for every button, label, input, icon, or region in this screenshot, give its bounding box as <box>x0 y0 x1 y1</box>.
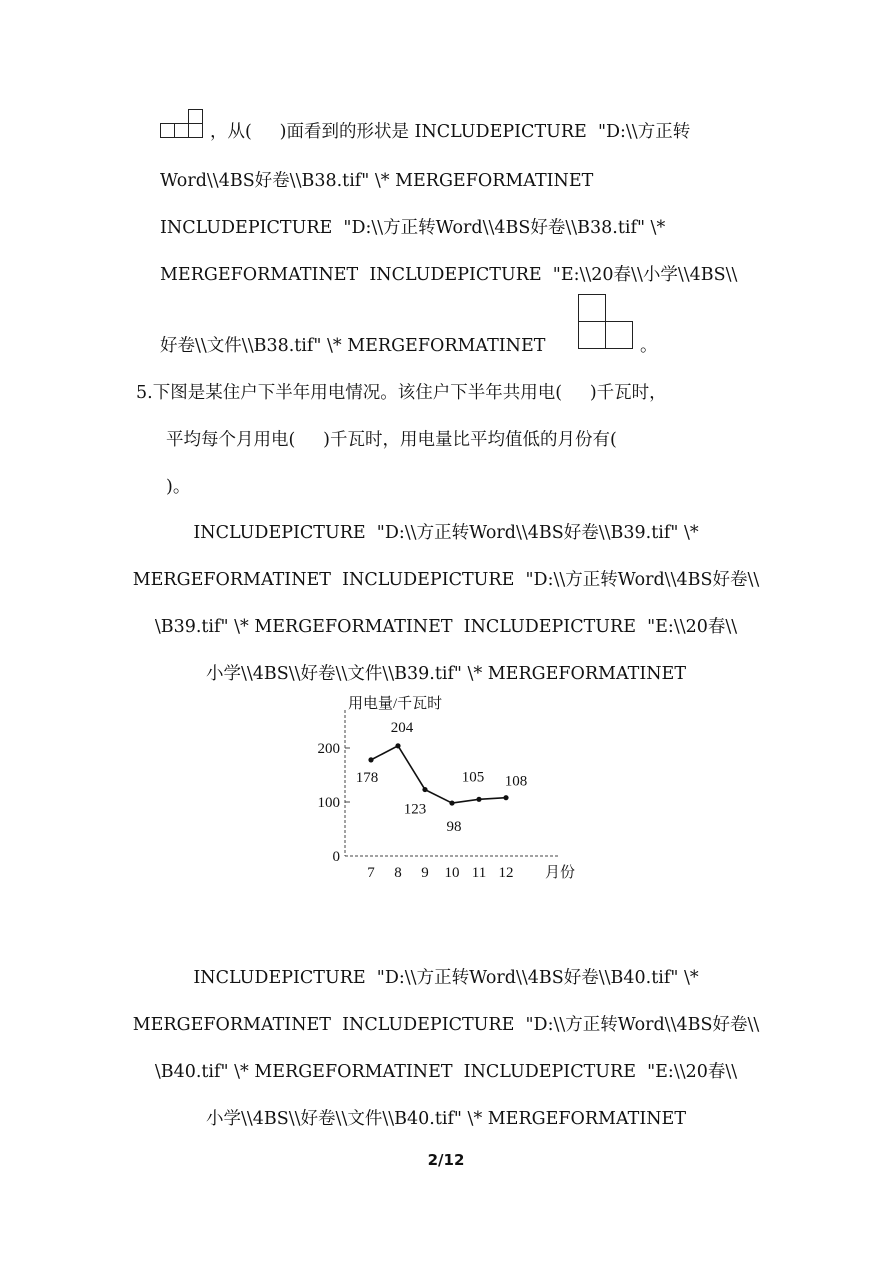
data-label: 123 <box>403 801 427 818</box>
q5-ref-2: MERGEFORMATINET INCLUDEPICTURE "D:\\方正转Word\\4BS好卷\\ <box>132 570 760 590</box>
data-label: 178 <box>355 769 379 786</box>
data-point <box>422 787 427 792</box>
shape-square <box>188 109 203 124</box>
q4-line-1: ，从( )面看到的形状是 INCLUDEPICTURE "D:\\方正转 <box>210 122 691 142</box>
after-ref-2: MERGEFORMATINET INCLUDEPICTURE "D:\\方正转Word\\4BS好卷\\ <box>132 1015 760 1035</box>
cube-shape-side-view <box>578 294 638 350</box>
y-tick-label: 100 <box>317 795 340 811</box>
x-tick-label: 9 <box>421 865 429 881</box>
q4-line-4: MERGEFORMATINET INCLUDEPICTURE "E:\\20春\\小学\\4BS\\ <box>160 265 738 285</box>
y-tick-label: 200 <box>317 741 340 757</box>
y-tick-label: 0 <box>332 849 340 865</box>
data-point <box>476 797 481 802</box>
shape-square <box>188 123 203 138</box>
shape-square <box>578 321 606 349</box>
x-tick-label: 12 <box>498 865 514 881</box>
x-tick-label: 7 <box>367 865 375 881</box>
shape-square <box>605 321 633 349</box>
x-axis-label: 月份 <box>545 865 576 881</box>
after-ref-1: INCLUDEPICTURE "D:\\方正转Word\\4BS好卷\\B40.tif" \* <box>193 968 699 988</box>
q5-ref-1: INCLUDEPICTURE "D:\\方正转Word\\4BS好卷\\B39.tif" \* <box>193 523 699 543</box>
q5-ref-4: 小学\\4BS\\好卷\\文件\\B39.tif" \* MERGEFORMATINET <box>205 664 686 684</box>
q5-ref-3: \B39.tif" \* MERGEFORMATINET INCLUDEPICTURE "E:\\20春\\ <box>154 617 738 637</box>
after-ref-3: \B40.tif" \* MERGEFORMATINET INCLUDEPICTURE "E:\\20春\\ <box>154 1062 738 1082</box>
data-point <box>449 800 454 805</box>
q5-line-2: 平均每个月用电( )千瓦时，用电量比平均值低的月份有( <box>166 430 617 450</box>
q5-line-3: )。 <box>166 477 191 497</box>
page-number: 2/12 <box>427 1151 465 1169</box>
data-label: 98 <box>446 819 462 836</box>
q4-line-5-end: 。 <box>640 336 658 356</box>
cube-shape-front-view <box>160 108 208 138</box>
x-tick-label: 11 <box>471 865 487 881</box>
shape-square <box>174 123 189 138</box>
x-tick-label: 10 <box>444 865 460 881</box>
q4-line-3: INCLUDEPICTURE "D:\\方正转Word\\4BS好卷\\B38.tif" \* <box>160 218 666 238</box>
electricity-line-chart <box>300 688 600 888</box>
data-label: 108 <box>504 773 528 790</box>
data-label: 204 <box>390 719 414 736</box>
shape-square <box>160 123 175 138</box>
q5-line-1: 5.下图是某住户下半年用电情况。该住户下半年共用电( )千瓦时， <box>136 383 667 403</box>
data-point <box>503 795 508 800</box>
data-label: 105 <box>461 769 485 786</box>
x-tick-label: 8 <box>394 865 402 881</box>
data-point <box>395 743 400 748</box>
shape-square <box>578 294 606 322</box>
after-ref-4: 小学\\4BS\\好卷\\文件\\B40.tif" \* MERGEFORMATINET <box>205 1109 686 1129</box>
series-line <box>371 746 506 803</box>
q4-line-5: 好卷\\文件\\B38.tif" \* MERGEFORMATINET <box>160 336 546 356</box>
y-axis-label: 用电量/千瓦时 <box>348 696 443 712</box>
data-point <box>368 757 373 762</box>
q4-line-2: Word\\4BS好卷\\B38.tif" \* MERGEFORMATINET <box>160 171 594 191</box>
